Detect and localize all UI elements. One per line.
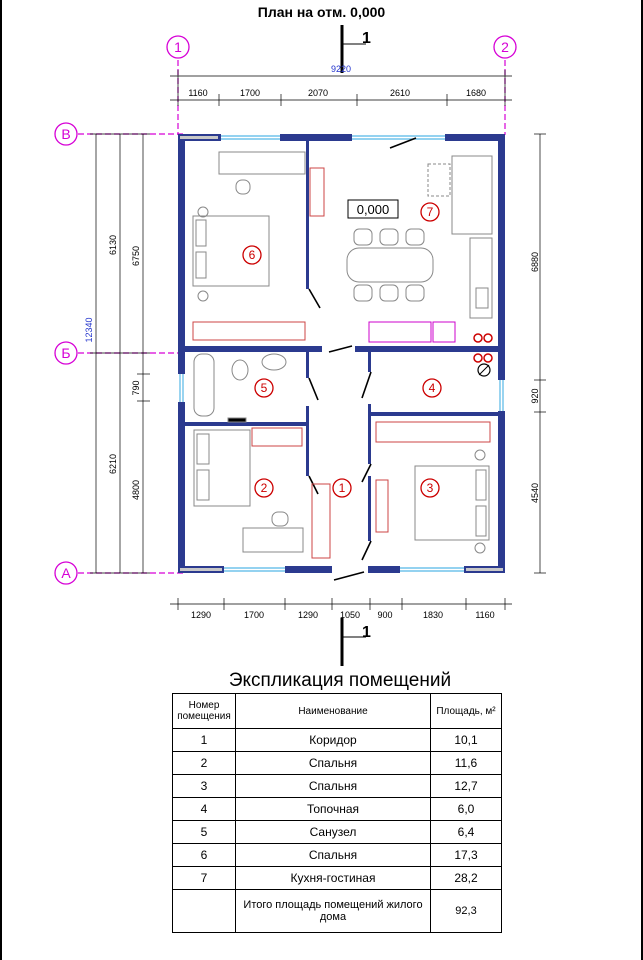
room-area-cell: 10,1: [431, 729, 502, 752]
table-row: [173, 752, 502, 775]
room-name-cell: Кухня-гостиная: [236, 867, 431, 890]
axis-bubble-v: [55, 123, 77, 145]
total-num-cell: [173, 890, 236, 933]
room-area-cell: 11,6: [431, 752, 502, 775]
room-number-cell: 4: [173, 798, 236, 821]
explication-table: [172, 693, 502, 933]
dim-overall-top: 9220: [330, 64, 352, 74]
dim-left-mid-2: 6210: [108, 453, 118, 475]
room-number-label: 4: [428, 381, 436, 395]
table-row: [173, 844, 502, 867]
table-row: [173, 821, 502, 844]
axis-bubble-2: [494, 36, 516, 58]
room-number-cell: 1: [173, 729, 236, 752]
room-marker-2: [255, 479, 273, 497]
room-number-label: 1: [338, 481, 346, 495]
table-row: [173, 798, 502, 821]
dim-left-inner-2: 790: [131, 380, 141, 396]
dim-bottom-3: 1290: [297, 610, 319, 620]
section-label-top: 1: [362, 30, 371, 47]
room-number-label: 6: [248, 248, 256, 262]
total-label: Итого площадь помещений жилого дома: [236, 890, 431, 933]
dim-top-1: 1160: [188, 88, 208, 98]
section-label-bottom: 1: [362, 624, 371, 641]
room-number-cell: 2: [173, 752, 236, 775]
room-area-cell: 17,3: [431, 844, 502, 867]
table-row: [173, 867, 502, 890]
header-num: Номер помещения: [173, 694, 236, 729]
dim-bottom-7: 1160: [475, 610, 495, 620]
dim-left-outer: 12340: [84, 317, 94, 343]
room-area-cell: 6,4: [431, 821, 502, 844]
axis-bubble-1: [167, 36, 189, 58]
level-value: 0,000: [356, 202, 390, 217]
table-row: [173, 729, 502, 752]
axis-label-a: А: [61, 565, 71, 581]
dim-bottom-6: 1830: [422, 610, 444, 620]
header-area: Площадь, м²: [431, 694, 502, 729]
axis-bubble-a: [55, 562, 77, 584]
room-number-cell: 7: [173, 867, 236, 890]
header-name: Наименование: [236, 694, 431, 729]
dim-left-mid-1: 6130: [108, 234, 118, 256]
room-marker-5: [255, 379, 273, 397]
room-number-label: 7: [426, 205, 434, 219]
table-row: [173, 775, 502, 798]
dim-right-1: 6880: [530, 251, 540, 273]
dim-top-2: 1700: [239, 88, 261, 98]
room-area-cell: 6,0: [431, 798, 502, 821]
room-number-label: 3: [426, 481, 434, 495]
dim-right-3: 4540: [530, 482, 540, 504]
room-number-label: 5: [260, 381, 268, 395]
dim-left-inner-1: 6750: [131, 245, 141, 267]
dim-bottom-1: 1290: [190, 610, 212, 620]
room-marker-3: [421, 479, 439, 497]
room-marker-7: [421, 203, 439, 221]
room-number-label: 2: [260, 481, 268, 495]
room-name-cell: Топочная: [236, 798, 431, 821]
dim-top-3: 2070: [307, 88, 329, 98]
explication-title: Экспликация помещений: [228, 670, 452, 691]
room-name-cell: Спальня: [236, 752, 431, 775]
room-marker-1: [333, 479, 351, 497]
room-area-cell: 28,2: [431, 867, 502, 890]
table-total-row: [173, 890, 502, 933]
table-body: [173, 729, 502, 933]
dim-left-inner-3: 4800: [131, 479, 141, 501]
level-mark: [348, 200, 398, 218]
room-name-cell: Санузел: [236, 821, 431, 844]
axis-label-b: Б: [61, 345, 71, 361]
dim-bottom-2: 1700: [243, 610, 265, 620]
dim-bottom-5: 900: [377, 610, 393, 620]
axis-label-2: 2: [501, 39, 509, 55]
dim-top-4: 2610: [389, 88, 411, 98]
room-name-cell: Спальня: [236, 775, 431, 798]
room-name-cell: Коридор: [236, 729, 431, 752]
section-mark-bottom: [342, 618, 371, 666]
dim-right-2: 920: [530, 388, 540, 404]
room-number-cell: 3: [173, 775, 236, 798]
room-number-cell: 6: [173, 844, 236, 867]
dim-top-5: 1680: [465, 88, 487, 98]
room-name-cell: Спальня: [236, 844, 431, 867]
total-value: 92,3: [431, 890, 502, 933]
table-header-row: [173, 694, 502, 729]
axis-bubble-b: [55, 342, 77, 364]
axis-label-v: В: [61, 126, 71, 142]
plan-title: План на отм. 0,000: [257, 4, 386, 20]
room-marker-6: [243, 246, 261, 264]
room-marker-4: [423, 379, 441, 397]
room-number-cell: 5: [173, 821, 236, 844]
room-area-cell: 12,7: [431, 775, 502, 798]
axis-label-1: 1: [174, 39, 182, 55]
dim-bottom-4: 1050: [339, 610, 361, 620]
